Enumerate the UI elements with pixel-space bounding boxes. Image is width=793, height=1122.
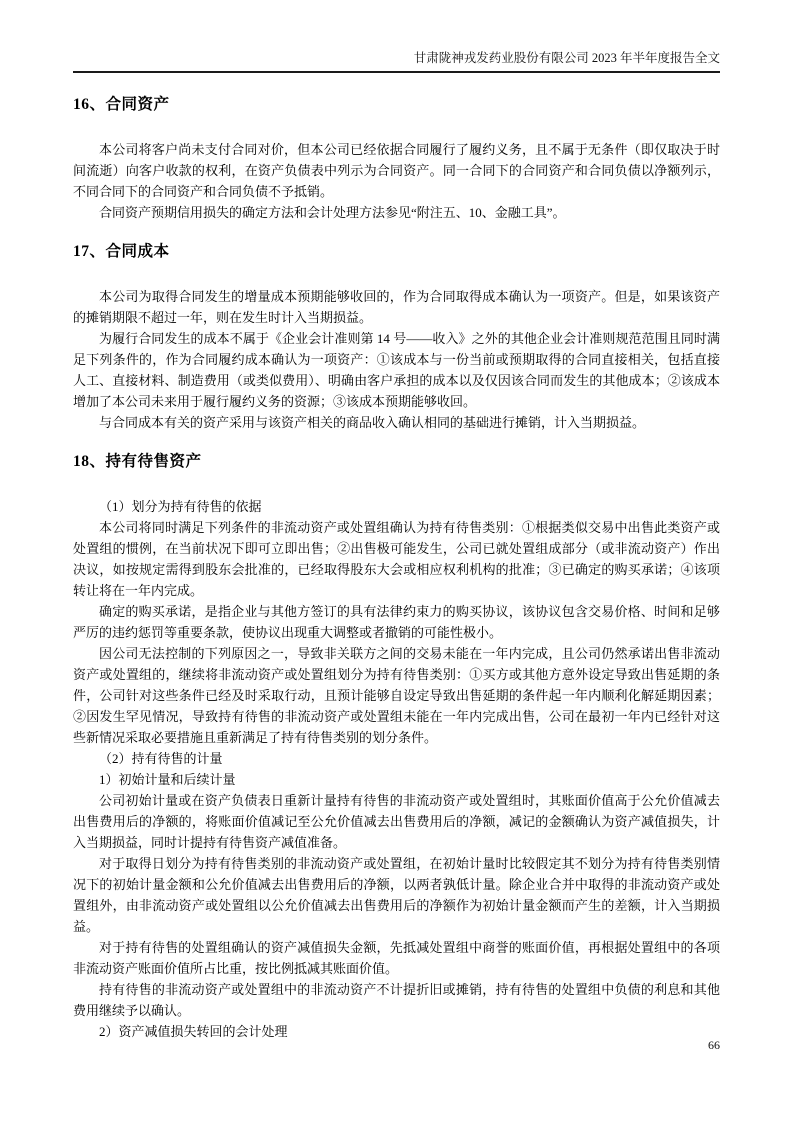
subheading-basis-of-classification: （1）划分为持有待售的依据 xyxy=(99,499,262,514)
paragraph: 与合同成本有关的资产采用与该资产相关的商品收入确认相同的基础进行摊销，计入当期损益。 xyxy=(99,415,646,430)
section-heading-16: 16、合同资产 xyxy=(73,96,170,113)
paragraph: 确定的购买承诺，是指企业与其他方签订的具有法律约束力的购买协议，该协议包含交易价格、时间和足够严厉的违约惩罚等重要条款，使协议出现重大调整或者撤销的可能性极小。 xyxy=(73,604,720,640)
page-content xyxy=(73,88,720,1042)
paragraph: 对于取得日划分为持有待售类别的非流动资产或处置组，在初始计量时比较假定其不划分为持有待售类别情况下的初始计量金额和公允价值减去出售费用后的净额，以两者孰低计量。除企业合并中取得的非流动资产或处置组外，由非流动资产或处置组以公允价值减去出售费用后的净额作为初始计量金额而产生的差额，计入当期损益。 xyxy=(73,856,720,934)
section-heading-17: 17、合同成本 xyxy=(73,243,170,260)
section-contract-costs xyxy=(73,241,720,433)
header-divider xyxy=(73,71,720,73)
paragraph: 本公司将客户尚未支付合同对价，但本公司已经依据合同履行了履约义务，且不属于无条件（即仅取决于时间流逝）向客户收款的权利，在资产负债表中列示为合同资产。同一合同下的合同资产和合同负债以净额列示，不同合同下的合同资产和合同负债不予抵销。 xyxy=(73,142,720,199)
subheading-impairment-reversal: 2）资产减值损失转回的会计处理 xyxy=(99,1024,288,1039)
paragraph: 对于持有待售的处置组确认的资产减值损失金额，先抵减处置组中商誉的账面价值，再根据处置组中的各项非流动资产账面价值所占比重，按比例抵减其账面价值。 xyxy=(73,940,720,976)
paragraph: 本公司为取得合同发生的增量成本预期能够收回的，作为合同取得成本确认为一项资产。但是，如果该资产的摊销期限不超过一年，则在发生时计入当期损益。 xyxy=(73,289,720,325)
page-number: 66 xyxy=(708,1038,720,1052)
subheading-measurement: （2）持有待售的计量 xyxy=(99,751,223,766)
paragraph: 因公司无法控制的下列原因之一，导致非关联方之间的交易未能在一年内完成，且公司仍然承诺出售非流动资产或处置组的，继续将非流动资产或处置组划分为持有待售类别：①买方或其他方意外设定导致出售延期的条件，公司针对这些条件已经及时采取行动，且预计能够自设定导致出售延期的条件起一年内顺利化解延期因素；②因发生罕见情况，导致持有待售的非流动资产或处置组未能在一年内完成出售，公司在最初一年内已经针对这些新情况采取必要措施且重新满足了持有待售类别的划分条件。 xyxy=(73,646,720,745)
paragraph: 为履行合同发生的成本不属于《企业会计准则第 14 号——收入》之外的其他企业会计准则规范范围且同时满足下列条件的，作为合同履约成本确认为一项资产：①该成本与一份当前或预期取得的合同直接相关，包括直接人工、直接材料、制造费用（或类似费用）、明确由客户承担的成本以及仅因该合同而发生的其他成本；②该成本增加了本公司未来用于履行履约义务的资源；③该成本预期能够收回。 xyxy=(73,331,720,409)
section-heading-18: 18、持有待售资产 xyxy=(73,453,202,470)
paragraph: 合同资产预期信用损失的确定方法和会计处理方法参见“附注五、10、金融工具”。 xyxy=(99,205,566,220)
section-contract-assets xyxy=(73,94,720,223)
subheading-initial-subsequent-measurement: 1）初始计量和后续计量 xyxy=(99,772,236,787)
paragraph: 公司初始计量或在资产负债表日重新计量持有待售的非流动资产或处置组时，其账面价值高于公允价值减去出售费用后的净额的，将账面价值减记至公允价值减去出售费用后的净额，减记的金额确认为资产减值损失，计入当期损益，同时计提持有待售资产减值准备。 xyxy=(73,793,720,850)
section-held-for-sale-assets xyxy=(73,451,720,1042)
paragraph: 持有待售的非流动资产或处置组中的非流动资产不计提折旧或摊销，持有待售的处置组中负债的利息和其他费用继续予以确认。 xyxy=(73,982,720,1018)
report-header-title: 甘肃陇神戎发药业股份有限公司 2023 年半年度报告全文 xyxy=(413,51,720,65)
paragraph: 本公司将同时满足下列条件的非流动资产或处置组确认为持有待售类别：①根据类似交易中出售此类资产或处置组的惯例，在当前状况下即可立即出售；②出售极可能发生，公司已就处置组成部分（或非流动资产）作出决议，如按规定需得到股东会批准的，已经取得股东大会或相应权利机构的批准；③已确定的购买承诺；④该项转让将在一年内完成。 xyxy=(73,520,720,598)
